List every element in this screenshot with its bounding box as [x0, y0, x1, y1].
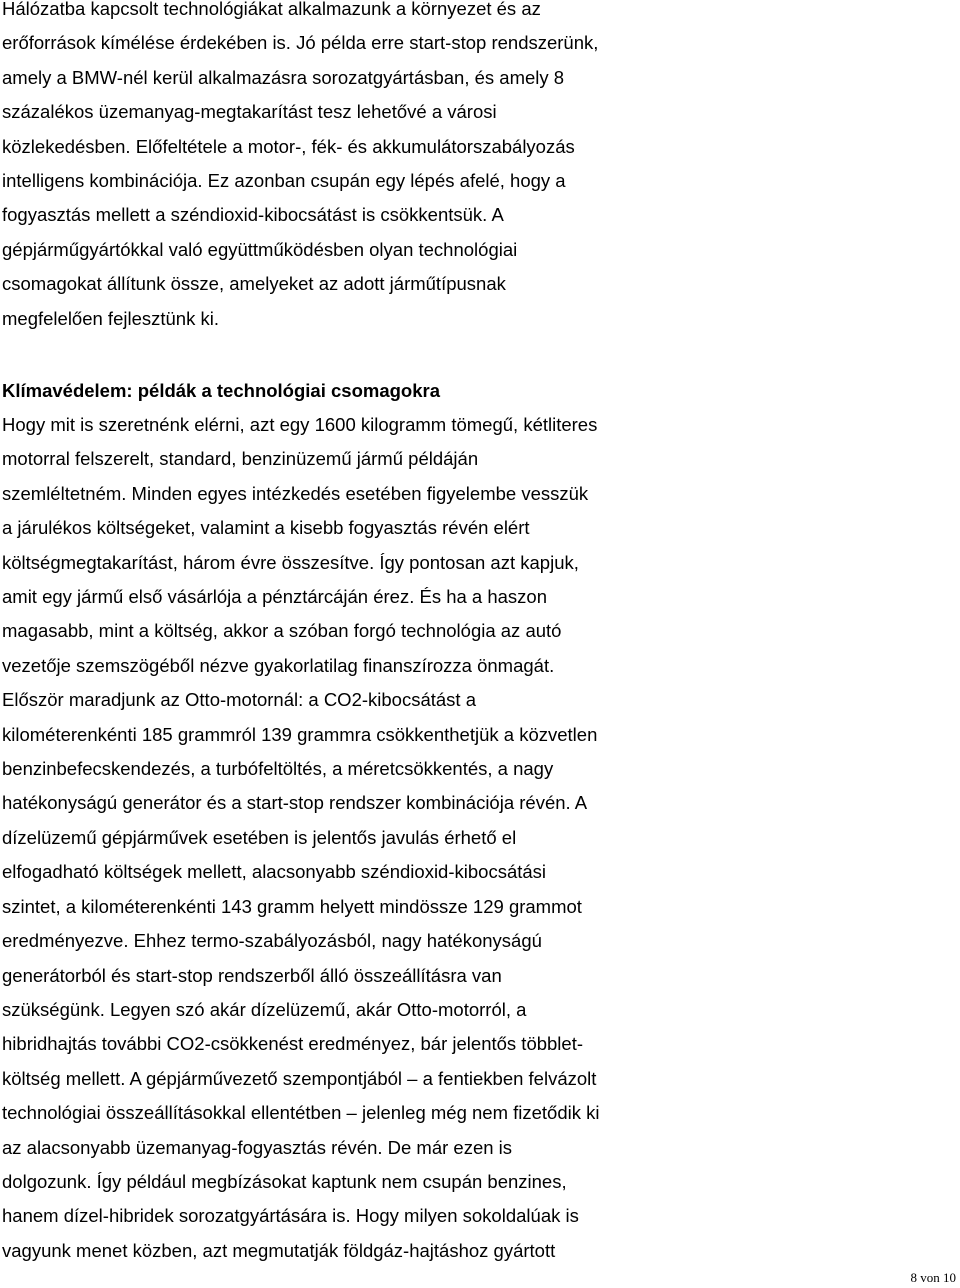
text-line: intelligens kombinációja. Ez azonban csupán egy lépés afelé, hogy a [2, 170, 566, 192]
text-line: amely a BMW-nél kerül alkalmazásra sorozatgyártásban, és amely 8 [2, 66, 565, 88]
text-line: Először maradjunk az Otto-motornál: a CO2-kibocsátást a [2, 689, 476, 711]
text-line: csomagokat állítunk össze, amelyeket az adott járműtípusnak [2, 273, 506, 295]
text-line: fogyasztás mellett a széndioxid-kibocsátást is csökkentsük. A [2, 204, 504, 226]
text-line: hanem dízel-hibridek sorozatgyártására is. Hogy milyen sokoldalúak is [2, 1205, 579, 1227]
text-line: kilométerenkénti 185 grammról 139 grammra csökkenthetjük a közvetlen [2, 723, 598, 745]
section-heading: Klímavédelem: példák a technológiai csomagokra [2, 380, 440, 401]
text-line: technológiai összeállításokkal ellentétben – jelenleg még nem fizetődik ki [2, 1102, 600, 1124]
text-line: a járulékos költségeket, valamint a kisebb fogyasztás révén elért [2, 517, 530, 539]
text-line: szintet, a kilométerenkénti 143 gramm helyett mindössze 129 grammot [2, 895, 582, 917]
text-line: gépjárműgyártókkal való együttműködésben olyan technológiai [2, 238, 518, 260]
text-line: költség mellett. A gépjárművezető szempontjából – a fentiekben felvázolt [2, 1067, 597, 1089]
text-line: az alacsonyabb üzemanyag-fogyasztás révén. De már ezen is [2, 1136, 513, 1158]
text-line: költségmegtakarítást, három évre összesítve. Így pontosan azt kapjuk, [2, 551, 579, 573]
text-line: vezetője szemszögéből nézve gyakorlatilag finanszírozza önmagát. [2, 654, 555, 676]
text-line: megfelelően fejlesztünk ki. [2, 307, 219, 329]
text-line: motorral felszerelt, standard, benzinüzemű jármű példáján [2, 448, 479, 470]
text-line: eredményezve. Ehhez termo-szabályozásból, nagy hatékonyságú [2, 930, 542, 952]
text-line: hibridhajtás további CO2-csökkenést eredményez, bár jelentős többlet- [2, 1033, 584, 1055]
text-line: magasabb, mint a költség, akkor a szóban forgó technológia az autó [2, 620, 562, 642]
text-line: generátorból és start-stop rendszerből álló összeállításra van [2, 964, 502, 986]
text-line: százalékos üzemanyag-megtakarítást tesz lehetővé a városi [2, 101, 497, 123]
text-line: dolgozunk. Így például megbízásokat kaptunk nem csupán benzines, [2, 1170, 567, 1192]
text-line: közlekedésben. Előfeltétele a motor-, fék- és akkumulátorszabályozás [2, 135, 575, 157]
text-line: Hálózatba kapcsolt technológiákat alkalmazunk a környezet és az [2, 0, 541, 19]
text-line: amit egy jármű első vásárlója a pénztárcáján érez. És ha a haszon [2, 586, 548, 608]
paragraph-climate [2, 408, 722, 1268]
text-line: szemléltetném. Minden egyes intézkedés esetében figyelembe vesszük [2, 482, 589, 504]
text-line: hatékonyságú generátor és a start-stop rendszer kombinációja révén. A [2, 792, 588, 814]
page-number: 8 von 10 [910, 1270, 956, 1285]
text-line: elfogadható költségek mellett, alacsonyabb széndioxid-kibocsátási [2, 861, 547, 883]
text-line: dízelüzemű gépjárművek esetében is jelentős javulás érhető el [2, 826, 517, 848]
text-line: Hogy mit is szeretnénk elérni, azt egy 1600 kilogramm tömegű, kétliteres [2, 414, 598, 435]
text-line: szükségünk. Legyen szó akár dízelüzemű, akár Otto-motorról, a [2, 998, 527, 1020]
text-line: vagyunk menet közben, azt megmutatják földgáz-hajtáshoz gyártott [2, 1239, 556, 1261]
paragraph-intro [2, 0, 722, 336]
text-line: benzinbefecskendezés, a turbófeltöltés, a méretcsökkentés, a nagy [2, 758, 554, 780]
text-line: erőforrások kímélése érdekében is. Jó példa erre start-stop rendszerünk, [2, 32, 599, 54]
